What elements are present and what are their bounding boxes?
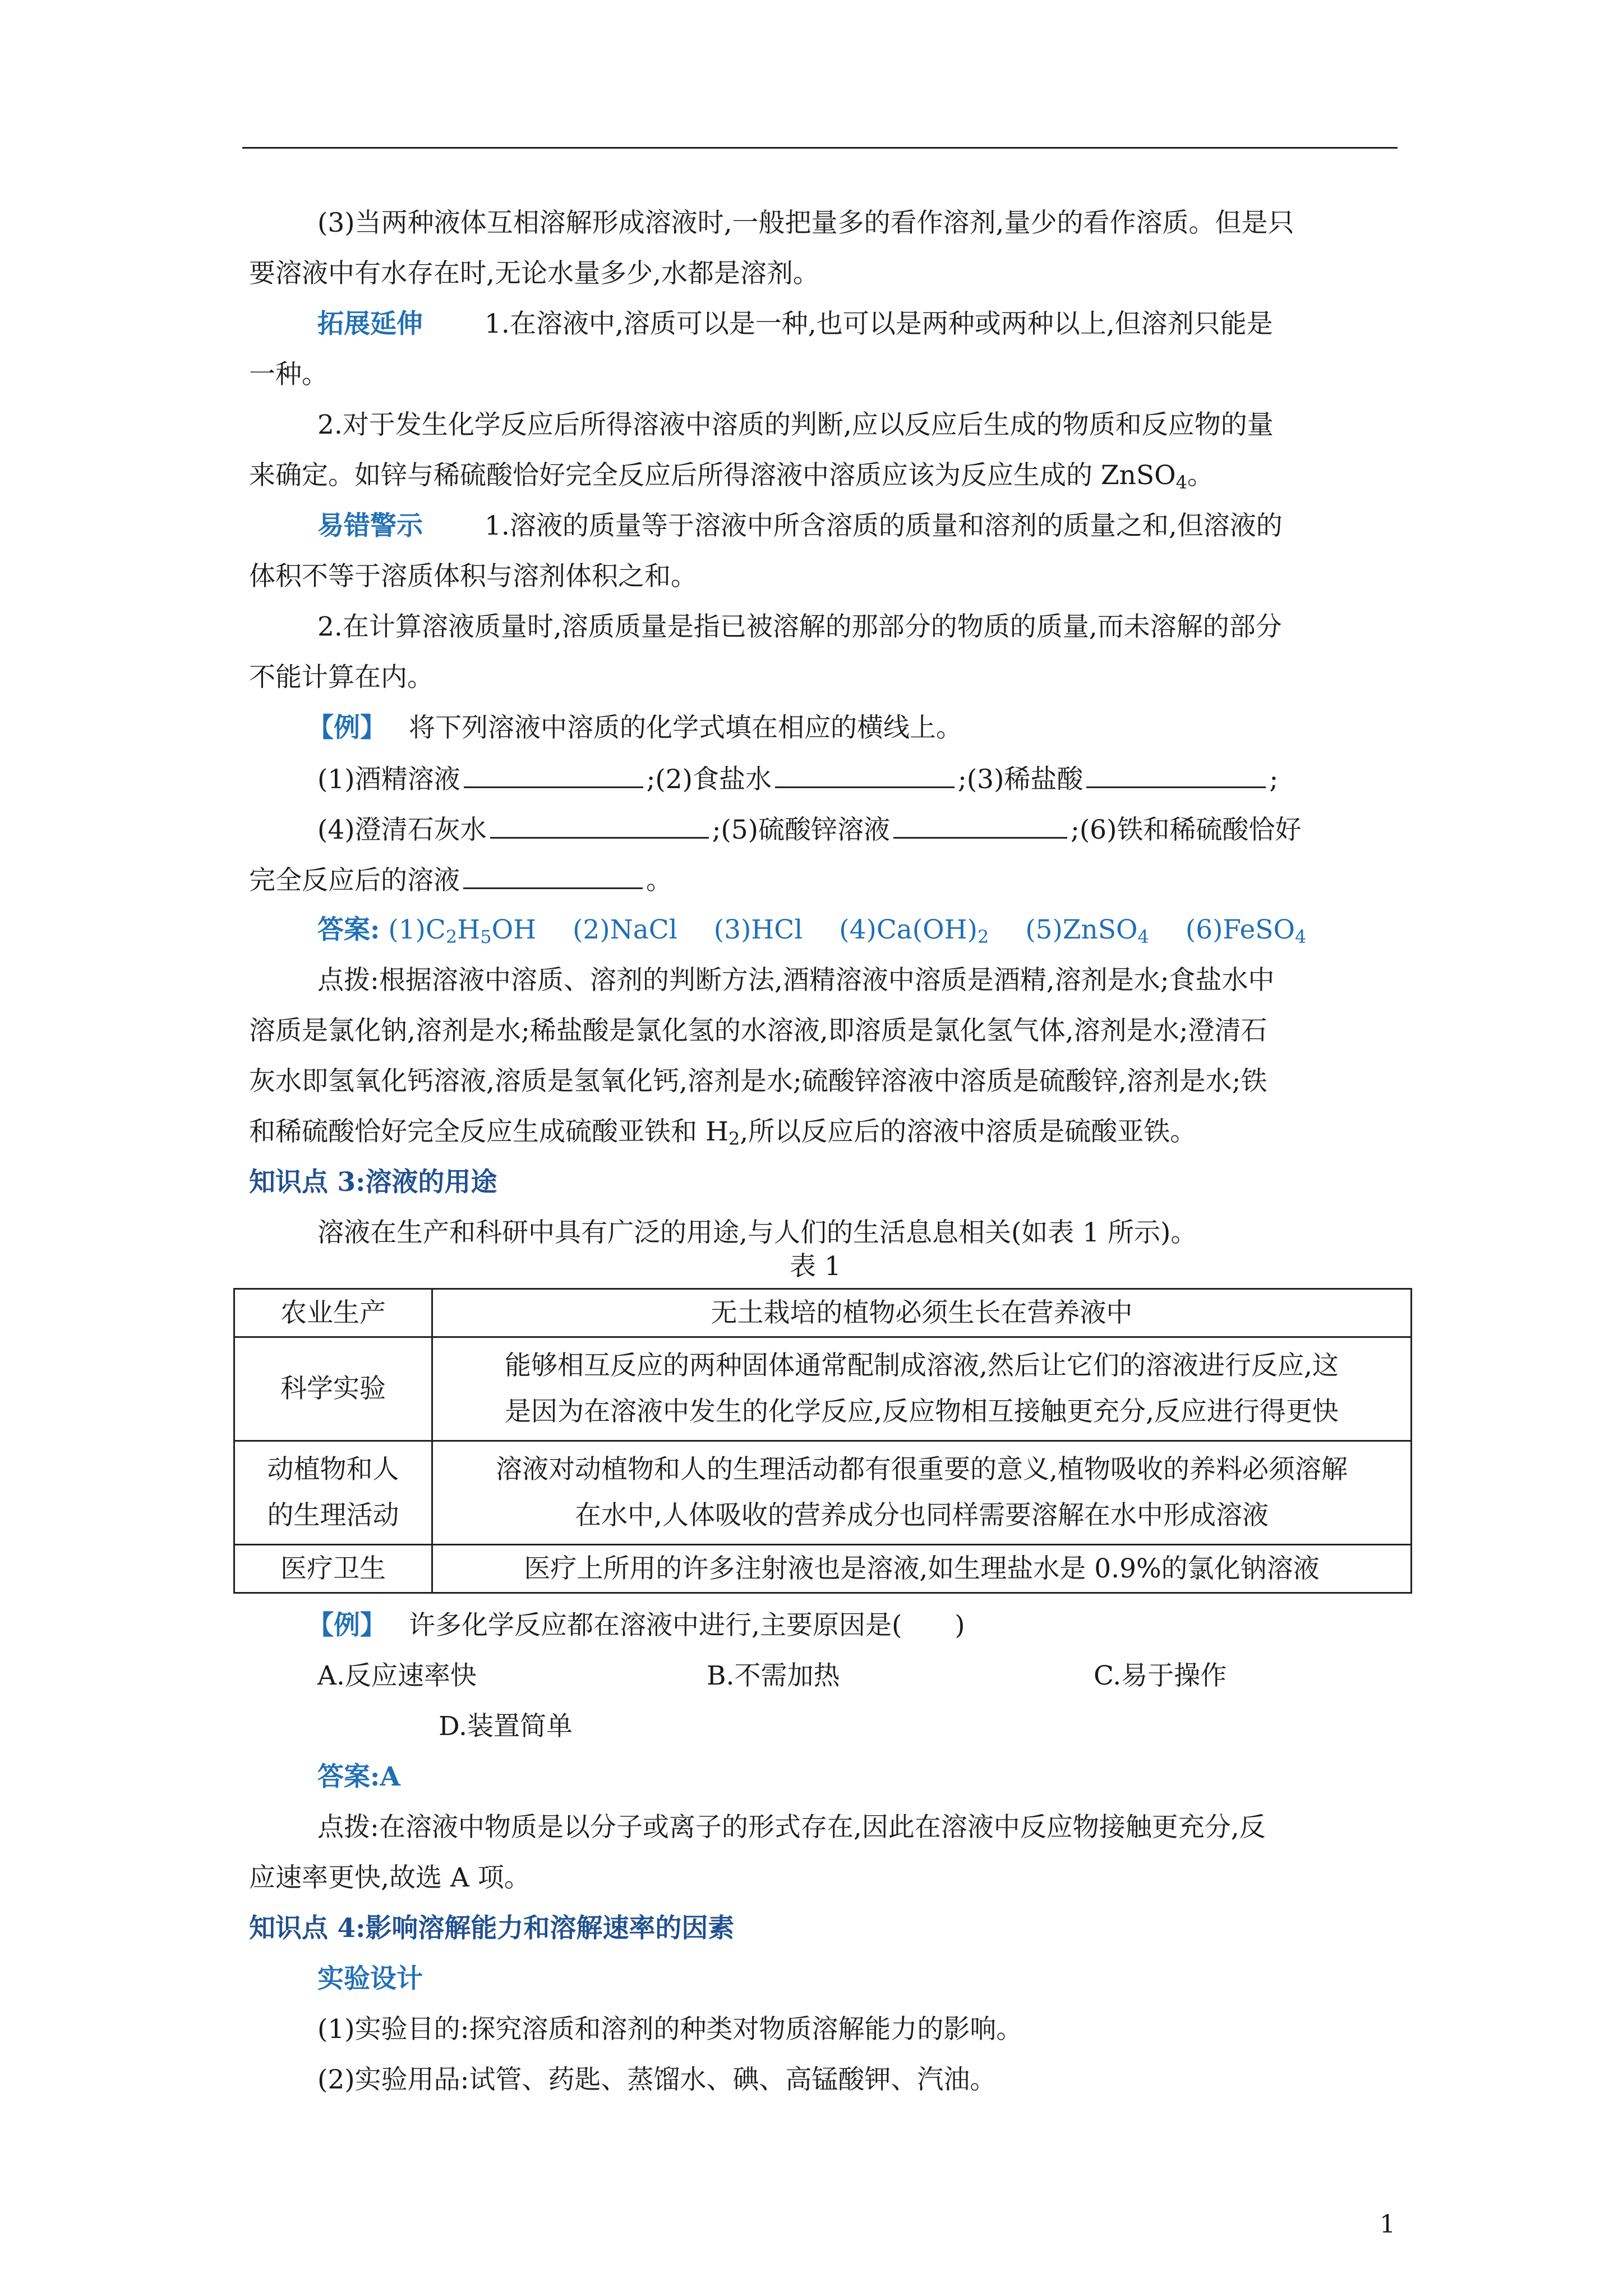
kp4-item-2: (2)实验用品:试管、药匙、蒸馏水、碘、高锰酸钾、汽油。 bbox=[317, 2064, 997, 2095]
table-cell-desc: 无土栽培的植物必须生长在营养液中 bbox=[432, 1289, 1412, 1337]
subscript: 4 bbox=[1295, 926, 1307, 947]
subscript: 2 bbox=[445, 926, 458, 947]
separator: ; bbox=[958, 764, 967, 795]
period: 。 bbox=[1187, 460, 1214, 491]
answer-blank-2[interactable] bbox=[775, 762, 955, 788]
q6-label: (6)铁和稀硫酸恰好 bbox=[1079, 815, 1302, 845]
answer-5 bbox=[1025, 914, 1149, 945]
example1-row-1 bbox=[317, 762, 1278, 797]
hint-text: ,所以反应后的溶液中溶质是硫酸亚铁。 bbox=[740, 1116, 1197, 1147]
answer-label: 答案: bbox=[317, 914, 380, 945]
warning-p2-line2: 不能计算在内。 bbox=[249, 662, 434, 693]
table-cell-field: 农业生产 bbox=[234, 1289, 432, 1337]
q2-label: (2)食盐水 bbox=[655, 764, 772, 795]
table-row bbox=[234, 1337, 1412, 1441]
subscript: 5 bbox=[480, 926, 492, 947]
subscript: 2 bbox=[728, 1128, 740, 1149]
answer-blank-6[interactable] bbox=[463, 863, 643, 889]
subscript: 4 bbox=[1137, 926, 1149, 947]
kp3-title: 知识点 3:溶液的用途 bbox=[249, 1167, 497, 1198]
intro-line-2: 要溶液中有水存在时,无论水量多少,水都是溶剂。 bbox=[249, 258, 819, 289]
example2-hint-line1: 点拨:在溶液中物质是以分子或离子的形式存在,因此在溶液中反应物接触更充分,反 bbox=[317, 1812, 1266, 1843]
answer-6-part: (6)FeSO bbox=[1185, 914, 1295, 945]
answer-1-part: H bbox=[457, 914, 481, 945]
answer-2: (2)NaCl bbox=[573, 914, 677, 945]
q1-label: (1)酒精溶液 bbox=[317, 764, 460, 795]
q4-label: (4)澄清石灰水 bbox=[317, 815, 487, 845]
separator: ; bbox=[712, 815, 721, 845]
example1-row-2 bbox=[317, 812, 1301, 847]
table-cell-field: 科学实验 bbox=[234, 1337, 432, 1441]
option-d[interactable]: D.装置简单 bbox=[439, 1711, 573, 1742]
example2-answer: 答案:A bbox=[317, 1761, 400, 1792]
field-line: 的生理活动 bbox=[267, 1500, 399, 1531]
warning-p1-line1: 1.溶液的质量等于溶液中所含溶质的质量和溶剂的质量之和,但溶液的 bbox=[485, 510, 1283, 541]
q3-label: (3)稀盐酸 bbox=[966, 764, 1083, 795]
kp4-title: 知识点 4:影响溶解能力和溶解速率的因素 bbox=[249, 1913, 735, 1944]
extension-paragraph-1 bbox=[317, 307, 1273, 341]
extension-p2-line1: 2.对于发生化学反应后所得溶液中溶质的判断,应以反应后生成的物质和反应物的量 bbox=[317, 409, 1274, 440]
design-label: 实验设计 bbox=[317, 1963, 423, 1994]
warning-paragraph-1 bbox=[317, 509, 1283, 543]
separator: ; bbox=[646, 764, 656, 795]
separator: ; bbox=[1071, 815, 1080, 845]
warning-label: 易错警示 bbox=[317, 510, 423, 541]
example-tag: 【例】 bbox=[307, 712, 386, 743]
desc-line: 能够相互反应的两种固体通常配制成溶液,然后让它们的溶液进行反应,这 bbox=[505, 1350, 1339, 1381]
example2-question bbox=[307, 1609, 965, 1642]
answer-blank-5[interactable] bbox=[893, 812, 1067, 839]
extension-p2-line2 bbox=[249, 459, 1214, 493]
table-cell-desc bbox=[432, 1441, 1412, 1545]
answer-1-part: OH bbox=[491, 914, 537, 945]
example-tag: 【例】 bbox=[307, 1610, 386, 1641]
table-row bbox=[234, 1289, 1412, 1337]
answer-6 bbox=[1186, 914, 1307, 945]
answer-blank-3[interactable] bbox=[1086, 762, 1266, 788]
answer-1-part: (1)C bbox=[388, 914, 446, 945]
table-caption: 表 1 bbox=[790, 1251, 841, 1282]
subscript: 2 bbox=[978, 926, 989, 947]
answer-4 bbox=[839, 914, 989, 945]
example2-question-text: 许多化学反应都在溶液中进行,主要原因是( ) bbox=[409, 1610, 965, 1641]
example1-question-text: 将下列溶液中溶质的化学式填在相应的横线上。 bbox=[409, 712, 962, 743]
warning-p2-line1: 2.在计算溶液质量时,溶质质量是指已被溶解的那部分的物质的质量,而未溶解的部分 bbox=[317, 611, 1282, 642]
extension-p1-line2: 一种。 bbox=[249, 359, 328, 390]
example1-hint-line2: 溶质是氯化钠,溶剂是水;稀盐酸是氯化氢的水溶液,即溶质是氯化氢气体,溶剂是水;澄清石 bbox=[249, 1015, 1267, 1046]
table-cell-field bbox=[234, 1441, 432, 1545]
table-cell-field: 医疗卫生 bbox=[234, 1545, 432, 1593]
period: 。 bbox=[646, 865, 672, 896]
page-number: 1 bbox=[1380, 2210, 1395, 2239]
answer-blank-1[interactable] bbox=[464, 762, 643, 788]
extension-p1-line1: 1.在溶液中,溶质可以是一种,也可以是两种或两种以上,但溶剂只能是 bbox=[485, 309, 1273, 339]
option-a[interactable]: A.反应速率快 bbox=[317, 1660, 477, 1691]
field-line: 动植物和人 bbox=[267, 1454, 399, 1485]
option-b[interactable]: B.不需加热 bbox=[707, 1660, 840, 1691]
answer-3: (3)HCl bbox=[713, 914, 803, 945]
kp3-intro: 溶液在生产和科研中具有广泛的用途,与人们的生活息息相关(如表 1 所示)。 bbox=[317, 1217, 1197, 1248]
separator: ; bbox=[1269, 764, 1279, 795]
desc-line: 是因为在溶液中发生的化学反应,反应物相互接触更充分,反应进行得更快 bbox=[505, 1396, 1339, 1427]
example1-row-3 bbox=[249, 863, 672, 898]
example1-answer bbox=[317, 913, 1306, 947]
table-row bbox=[234, 1545, 1412, 1593]
table-cell-desc bbox=[432, 1337, 1412, 1441]
desc-line: 在水中,人体吸收的营养成分也同样需要溶解在水中形成溶液 bbox=[575, 1500, 1269, 1531]
answer-4-part: (4)Ca(OH) bbox=[839, 914, 978, 945]
q5-label: (5)硫酸锌溶液 bbox=[721, 815, 890, 845]
extension-p2-text: 来确定。如锌与稀硫酸恰好完全反应后所得溶液中溶质应该为反应生成的 ZnSO bbox=[249, 460, 1176, 491]
example1-hint-line1: 点拨:根据溶液中溶质、溶剂的判断方法,酒精溶液中溶质是酒精,溶剂是水;食盐水中 bbox=[317, 965, 1275, 996]
kp4-item-1: (1)实验目的:探究溶质和溶剂的种类对物质溶解能力的影响。 bbox=[317, 2014, 1023, 2045]
example1-question bbox=[307, 711, 962, 745]
desc-line: 溶液对动植物和人的生理活动都有很重要的意义,植物吸收的养料必须溶解 bbox=[496, 1454, 1348, 1485]
answer-1 bbox=[388, 914, 536, 945]
subscript: 4 bbox=[1175, 472, 1187, 493]
header-rule bbox=[242, 147, 1398, 149]
extension-label: 拓展延伸 bbox=[317, 309, 423, 339]
table-cell-desc: 医疗上所用的许多注射液也是溶液,如生理盐水是 0.9%的氯化钠溶液 bbox=[432, 1545, 1412, 1593]
intro-line-1: (3)当两种液体互相溶解形成溶液时,一般把量多的看作溶剂,量少的看作溶质。但是只 bbox=[317, 208, 1294, 238]
option-c[interactable]: C.易于操作 bbox=[1094, 1660, 1227, 1691]
q6-continuation: 完全反应后的溶液 bbox=[249, 865, 460, 896]
warning-p1-line2: 体积不等于溶质体积与溶剂体积之和。 bbox=[249, 561, 697, 592]
example2-hint-line2: 应速率更快,故选 A 项。 bbox=[249, 1862, 531, 1893]
table-row bbox=[234, 1441, 1412, 1545]
hint-text: 和稀硫酸恰好完全反应生成硫酸亚铁和 H bbox=[249, 1116, 728, 1147]
example1-hint-line4 bbox=[249, 1115, 1196, 1149]
example1-hint-line3: 灰水即氢氧化钙溶液,溶质是氢氧化钙,溶剂是水;硫酸锌溶液中溶质是硫酸锌,溶剂是水;铁 bbox=[249, 1066, 1267, 1097]
answer-blank-4[interactable] bbox=[490, 812, 709, 839]
answer-5-part: (5)ZnSO bbox=[1025, 914, 1138, 945]
uses-table bbox=[233, 1288, 1412, 1594]
